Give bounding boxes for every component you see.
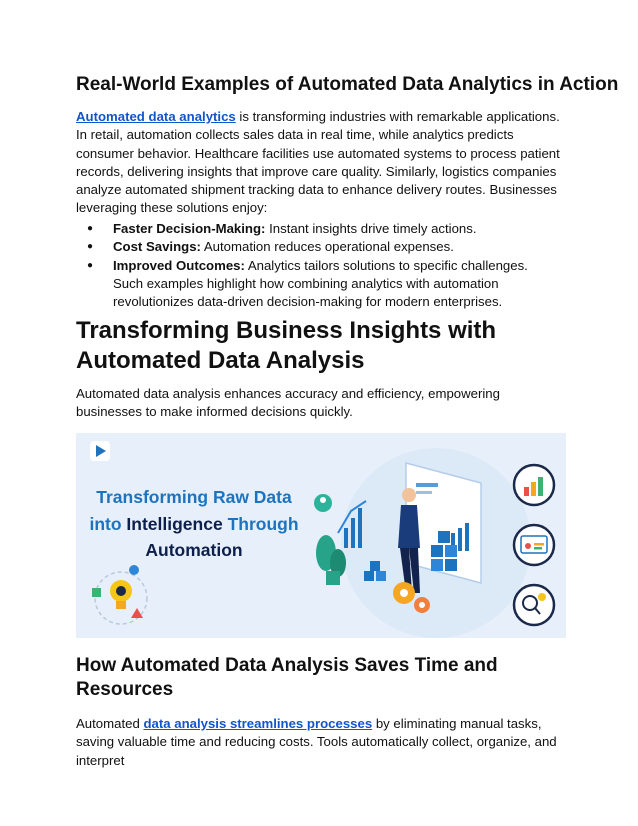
users-icon [314,494,332,512]
banner-title-line2 [89,514,298,534]
list-item [76,238,566,256]
dashboard-window-icon [514,525,554,565]
list-item [76,257,566,275]
bullet-term: Faster Decision-Making: [113,221,266,236]
paragraph-text: by eliminating manual tasks, saving valuable time and reducing costs. Tools automatically collect, organize, and interpret [76,716,557,768]
link-automated-data-analytics[interactable]: Automated data analytics [76,109,236,124]
paragraph-intro-text: is transforming industries with remarkable applications. In retail, automation collects sales data in real time, while analytics predicts consumer behavior. Healthcare facilities use automated systems to process patient records, delivering insights that improve care quality. Similarly, logistics companies analyze automated shipment tracking data to enhance delivery routes. Businesses leveraging these solutions enjoy: [76,109,560,216]
paragraph-saves-time [76,715,566,770]
banner-image [76,433,566,638]
link-data-analysis-streamlines[interactable]: data analysis streamlines processes [143,716,373,731]
play-logo-icon [90,441,110,461]
bullet-text: Automation reduces operational expenses. [200,239,454,255]
benefits-list [76,220,566,311]
bullet-term: Improved Outcomes: [113,257,245,273]
list-item [76,220,566,238]
section-heading-saves-time: How Automated Data Analysis Saves Time and Resources [76,655,498,700]
bullet-text: Analytics tailors solutions to specific challenges. [244,257,528,273]
growth-chart-icon [514,465,554,505]
bullet-text: Instant insights drive timely actions. [265,221,477,236]
bullet-term: Cost Savings: [113,239,201,255]
paragraph-text: Automated [76,716,144,731]
banner-title-line3: Automation [145,540,243,560]
banner-word: Intelligence [126,514,223,534]
paragraph-transforming: Automated data analysis enhances accuracy and efficiency, empowering businesses to make informed decisions quickly. [76,386,500,420]
section-heading-transforming: Transforming Business Insights with Automated Data Analysis [76,317,497,374]
section-heading-real-world: Real-World Examples of Automated Data Analytics in Action [76,74,619,95]
banner-title-line1: Transforming Raw Data [96,487,292,507]
list-continuation: Such examples highlight how combining analytics with automation revolutionizes data-driven decision-making for modern enterprises. [113,275,503,310]
banner-word: into [89,514,127,534]
paragraph-intro [76,108,566,218]
banner-illustration [76,433,566,638]
banner-word: Through [222,514,299,534]
magnifier-lightbulb-icon [514,585,554,625]
